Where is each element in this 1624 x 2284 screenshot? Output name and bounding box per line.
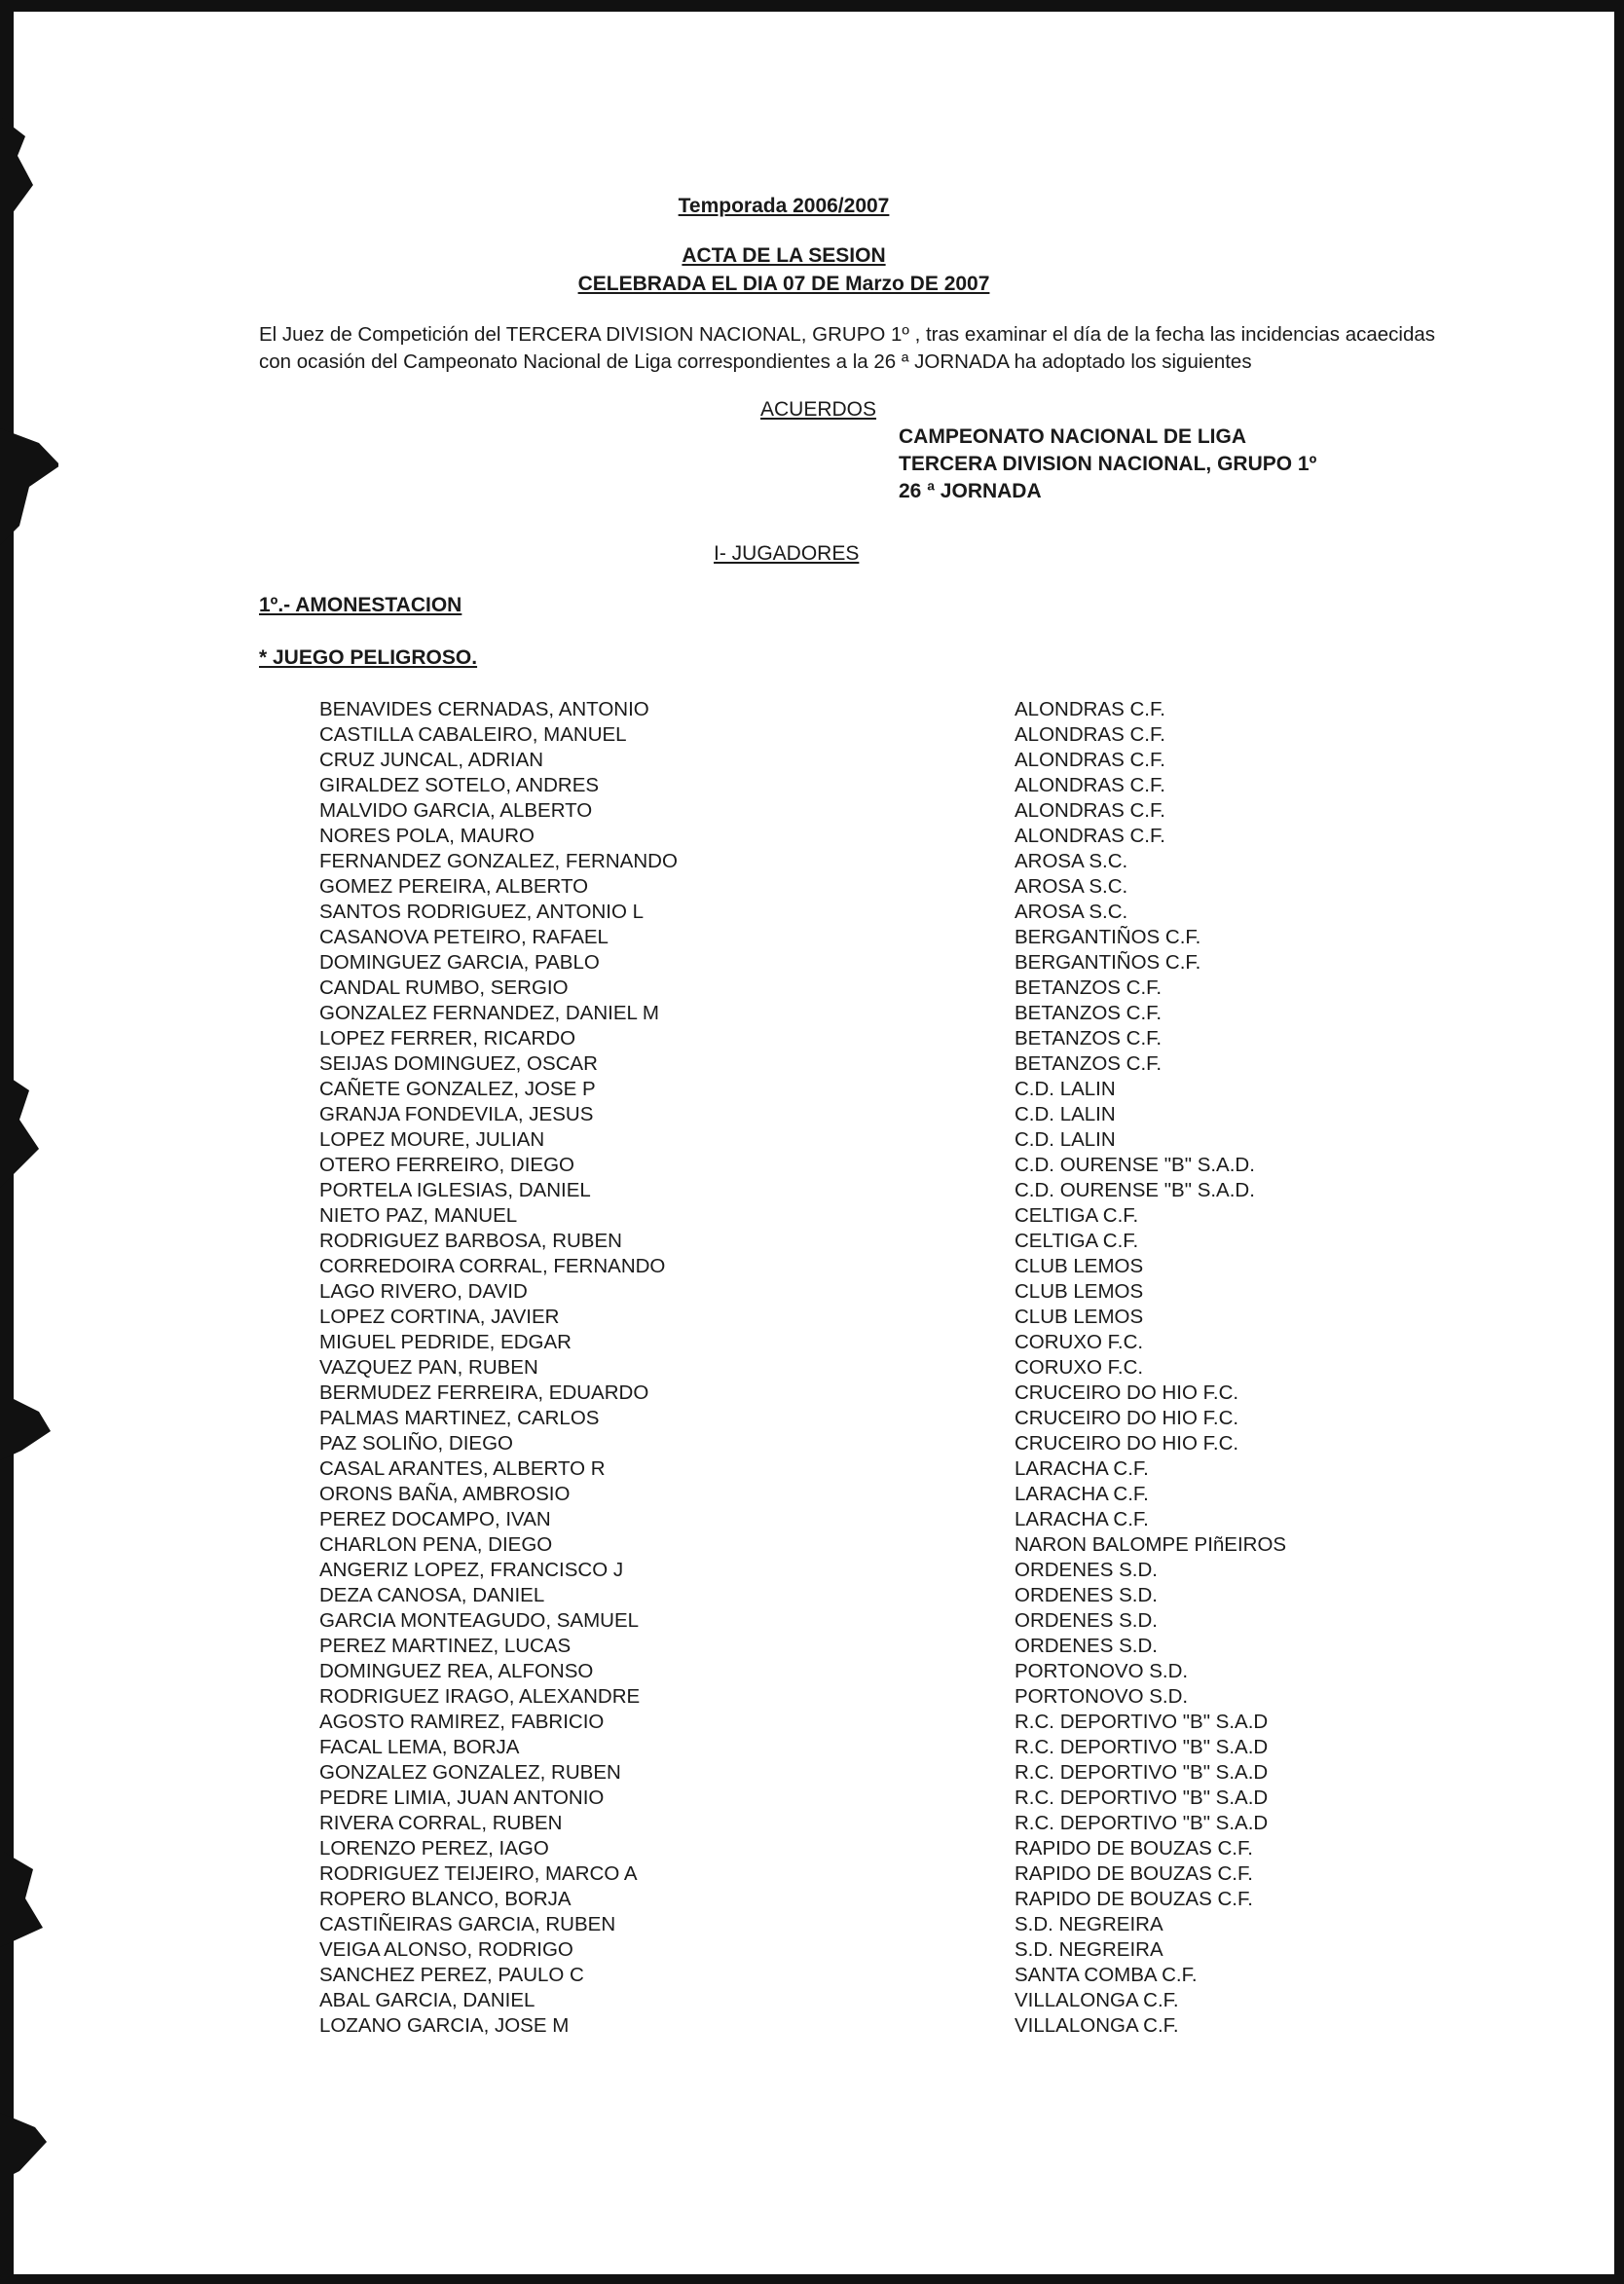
- player-row: [319, 2013, 1390, 2039]
- player-name: ORONS BAÑA, AMBROSIO: [319, 1483, 571, 1505]
- championship-division: TERCERA DIVISION NACIONAL, GRUPO 1º: [899, 453, 1317, 475]
- player-club: CRUCEIRO DO HIO F.C.: [1015, 1381, 1239, 1404]
- player-name: PEREZ DOCAMPO, IVAN: [319, 1508, 551, 1530]
- player-club: AROSA S.C.: [1015, 875, 1128, 898]
- player-name: CASAL ARANTES, ALBERTO R: [319, 1457, 606, 1480]
- player-club: ORDENES S.D.: [1015, 1584, 1158, 1606]
- player-club: ORDENES S.D.: [1015, 1609, 1158, 1632]
- player-row: [319, 1051, 1390, 1077]
- player-row: [319, 950, 1390, 976]
- player-club: ORDENES S.D.: [1015, 1559, 1158, 1581]
- player-club: ALONDRAS C.F.: [1015, 774, 1165, 796]
- player-row: [319, 1937, 1390, 1963]
- player-row: [319, 1102, 1390, 1127]
- player-club: ALONDRAS C.F.: [1015, 799, 1165, 822]
- player-name: CRUZ JUNCAL, ADRIAN: [319, 749, 544, 771]
- player-name: PAZ SOLIÑO, DIEGO: [319, 1432, 513, 1455]
- player-row: [319, 773, 1390, 798]
- player-club: VILLALONGA C.F.: [1015, 1989, 1179, 2011]
- player-club: LARACHA C.F.: [1015, 1457, 1149, 1480]
- player-name: GOMEZ PEREIRA, ALBERTO: [319, 875, 589, 898]
- player-club: RAPIDO DE BOUZAS C.F.: [1015, 1837, 1253, 1860]
- player-club: ALONDRAS C.F.: [1015, 749, 1165, 771]
- player-row: [319, 1001, 1390, 1026]
- player-row: [319, 900, 1390, 925]
- player-club: S.D. NEGREIRA: [1015, 1913, 1163, 1935]
- player-name: VEIGA ALONSO, RODRIGO: [319, 1938, 573, 1961]
- player-name: CASTIÑEIRAS GARCIA, RUBEN: [319, 1913, 616, 1935]
- player-club: BETANZOS C.F.: [1015, 976, 1163, 999]
- player-name: CAÑETE GONZALEZ, JOSE P: [319, 1078, 596, 1100]
- player-name: DEZA CANOSA, DANIEL: [319, 1584, 545, 1606]
- player-club: CRUCEIRO DO HIO F.C.: [1015, 1432, 1239, 1455]
- player-name: SANTOS RODRIGUEZ, ANTONIO L: [319, 901, 644, 923]
- player-row: [319, 1558, 1390, 1583]
- player-row: [319, 1026, 1390, 1051]
- player-row: [319, 697, 1390, 722]
- player-name: CASTILLA CABALEIRO, MANUEL: [319, 723, 627, 746]
- reason-heading: * JUEGO PELIGROSO.: [259, 646, 478, 669]
- player-club: SANTA COMBA C.F.: [1015, 1964, 1198, 1986]
- player-club: C.D. LALIN: [1015, 1103, 1116, 1125]
- intro-paragraph: El Juez de Competición del TERCERA DIVISION NACIONAL, GRUPO 1º , tras examinar el día de la fecha las incidencias acaecidas con ocasión del Campeonato Nacional de Liga correspondientes a la 26 ª JORNADA ha adoptado los siguientes: [259, 323, 1436, 373]
- player-name: SEIJAS DOMINGUEZ, OSCAR: [319, 1052, 598, 1075]
- player-name: GONZALEZ GONZALEZ, RUBEN: [319, 1761, 621, 1784]
- player-row: [319, 798, 1390, 824]
- player-club: PORTONOVO S.D.: [1015, 1685, 1189, 1708]
- players-list: [319, 697, 1390, 2039]
- player-club: R.C. DEPORTIVO "B" S.A.D: [1015, 1787, 1269, 1809]
- player-name: ABAL GARCIA, DANIEL: [319, 1989, 535, 2011]
- player-row: [319, 1153, 1390, 1178]
- player-club: BETANZOS C.F.: [1015, 1052, 1163, 1075]
- player-club: RAPIDO DE BOUZAS C.F.: [1015, 1888, 1253, 1910]
- player-row: [319, 1507, 1390, 1532]
- player-row: [319, 1482, 1390, 1507]
- player-name: CASANOVA PETEIRO, RAFAEL: [319, 926, 609, 948]
- player-row: [319, 1330, 1390, 1355]
- player-club: AROSA S.C.: [1015, 901, 1128, 923]
- player-row: [319, 1861, 1390, 1887]
- player-club: CELTIGA C.F.: [1015, 1230, 1139, 1252]
- player-row: [319, 1912, 1390, 1937]
- player-club: R.C. DEPORTIVO "B" S.A.D: [1015, 1711, 1269, 1733]
- player-name: RODRIGUEZ TEIJEIRO, MARCO A: [319, 1862, 638, 1885]
- player-row: [319, 1456, 1390, 1482]
- player-club: C.D. OURENSE "B" S.A.D.: [1015, 1154, 1255, 1176]
- player-club: CORUXO F.C.: [1015, 1331, 1144, 1353]
- player-name: LOZANO GARCIA, JOSE M: [319, 2014, 570, 2037]
- player-row: [319, 1355, 1390, 1381]
- player-name: DOMINGUEZ GARCIA, PABLO: [319, 951, 600, 974]
- player-club: C.D. OURENSE "B" S.A.D.: [1015, 1179, 1255, 1201]
- player-name: PORTELA IGLESIAS, DANIEL: [319, 1179, 591, 1201]
- player-row: [319, 1077, 1390, 1102]
- player-row: [319, 1634, 1390, 1659]
- player-name: SANCHEZ PEREZ, PAULO C: [319, 1964, 584, 1986]
- player-club: RAPIDO DE BOUZAS C.F.: [1015, 1862, 1253, 1885]
- player-row: [319, 1887, 1390, 1912]
- championship-round: 26 ª JORNADA: [899, 480, 1042, 502]
- player-name: GIRALDEZ SOTELO, ANDRES: [319, 774, 600, 796]
- player-row: [319, 874, 1390, 900]
- player-club: CLUB LEMOS: [1015, 1306, 1144, 1328]
- player-row: [319, 1279, 1390, 1305]
- player-row: [319, 1406, 1390, 1431]
- player-row: [319, 1203, 1390, 1229]
- player-row: [319, 1608, 1390, 1634]
- player-name: GARCIA MONTEAGUDO, SAMUEL: [319, 1609, 640, 1632]
- player-club: CLUB LEMOS: [1015, 1255, 1144, 1277]
- player-name: LOPEZ CORTINA, JAVIER: [319, 1306, 560, 1328]
- player-name: RODRIGUEZ IRAGO, ALEXANDRE: [319, 1685, 641, 1708]
- sanction-heading: 1º.- AMONESTACION: [259, 594, 462, 616]
- player-name: OTERO FERREIRO, DIEGO: [319, 1154, 574, 1176]
- player-club: R.C. DEPORTIVO "B" S.A.D: [1015, 1761, 1269, 1784]
- player-name: ROPERO BLANCO, BORJA: [319, 1888, 572, 1910]
- player-club: R.C. DEPORTIVO "B" S.A.D: [1015, 1812, 1269, 1834]
- player-row: [319, 1532, 1390, 1558]
- player-row: [319, 1305, 1390, 1330]
- player-name: NIETO PAZ, MANUEL: [319, 1204, 518, 1227]
- player-row: [319, 1178, 1390, 1203]
- player-club: BETANZOS C.F.: [1015, 1027, 1163, 1050]
- player-name: BERMUDEZ FERREIRA, EDUARDO: [319, 1381, 649, 1404]
- player-row: [319, 1811, 1390, 1836]
- player-name: NORES POLA, MAURO: [319, 825, 535, 847]
- player-name: PALMAS MARTINEZ, CARLOS: [319, 1407, 600, 1429]
- player-name: RIVERA CORRAL, RUBEN: [319, 1812, 563, 1834]
- player-club: S.D. NEGREIRA: [1015, 1938, 1163, 1961]
- player-row: [319, 748, 1390, 773]
- player-name: LORENZO PEREZ, IAGO: [319, 1837, 549, 1860]
- player-name: RODRIGUEZ BARBOSA, RUBEN: [319, 1230, 622, 1252]
- player-name: GRANJA FONDEVILA, JESUS: [319, 1103, 594, 1125]
- player-name: CHARLON PENA, DIEGO: [319, 1533, 553, 1556]
- player-name: ANGERIZ LOPEZ, FRANCISCO J: [319, 1559, 624, 1581]
- player-club: C.D. LALIN: [1015, 1078, 1116, 1100]
- player-club: BERGANTIÑOS C.F.: [1015, 926, 1201, 948]
- player-row: [319, 1710, 1390, 1735]
- player-row: [319, 1963, 1390, 1988]
- player-club: NARON BALOMPE PIñEIROS: [1015, 1533, 1287, 1556]
- player-club: ALONDRAS C.F.: [1015, 825, 1165, 847]
- player-name: FERNANDEZ GONZALEZ, FERNANDO: [319, 850, 678, 872]
- player-club: PORTONOVO S.D.: [1015, 1660, 1189, 1682]
- player-name: CANDAL RUMBO, SERGIO: [319, 976, 569, 999]
- player-name: GONZALEZ FERNANDEZ, DANIEL M: [319, 1002, 659, 1024]
- player-name: FACAL LEMA, BORJA: [319, 1736, 520, 1758]
- player-row: [319, 1760, 1390, 1786]
- player-name: AGOSTO RAMIREZ, FABRICIO: [319, 1711, 605, 1733]
- player-row: [319, 1381, 1390, 1406]
- section-heading: I- JUGADORES: [714, 542, 860, 565]
- player-club: ALONDRAS C.F.: [1015, 723, 1165, 746]
- player-row: [319, 925, 1390, 950]
- player-name: DOMINGUEZ REA, ALFONSO: [319, 1660, 594, 1682]
- championship-name: CAMPEONATO NACIONAL DE LIGA: [899, 425, 1247, 448]
- player-row: [319, 1659, 1390, 1684]
- player-club: CRUCEIRO DO HIO F.C.: [1015, 1407, 1239, 1429]
- player-row: [319, 1583, 1390, 1608]
- player-name: PEDRE LIMIA, JUAN ANTONIO: [319, 1787, 605, 1809]
- player-name: MIGUEL PEDRIDE, EDGAR: [319, 1331, 572, 1353]
- player-name: LOPEZ MOURE, JULIAN: [319, 1128, 545, 1151]
- player-row: [319, 1735, 1390, 1760]
- player-club: C.D. LALIN: [1015, 1128, 1116, 1151]
- player-club: VILLALONGA C.F.: [1015, 2014, 1179, 2037]
- player-name: PEREZ MARTINEZ, LUCAS: [319, 1635, 572, 1657]
- season-heading: Temporada 2006/2007: [678, 195, 890, 217]
- player-name: CORREDOIRA CORRAL, FERNANDO: [319, 1255, 666, 1277]
- acuerdos-heading: ACUERDOS: [760, 398, 877, 421]
- player-club: CLUB LEMOS: [1015, 1280, 1144, 1303]
- player-row: [319, 1836, 1390, 1861]
- player-row: [319, 1229, 1390, 1254]
- player-row: [319, 1988, 1390, 2013]
- session-date: CELEBRADA EL DIA 07 DE Marzo DE 2007: [577, 273, 990, 295]
- player-row: [319, 824, 1390, 849]
- player-row: [319, 722, 1390, 748]
- player-club: BETANZOS C.F.: [1015, 1002, 1163, 1024]
- player-club: CELTIGA C.F.: [1015, 1204, 1139, 1227]
- player-row: [319, 976, 1390, 1001]
- player-club: BERGANTIÑOS C.F.: [1015, 951, 1201, 974]
- player-row: [319, 849, 1390, 874]
- player-club: R.C. DEPORTIVO "B" S.A.D: [1015, 1736, 1269, 1758]
- player-club: CORUXO F.C.: [1015, 1356, 1144, 1379]
- player-club: AROSA S.C.: [1015, 850, 1128, 872]
- player-row: [319, 1127, 1390, 1153]
- player-row: [319, 1431, 1390, 1456]
- player-club: LARACHA C.F.: [1015, 1508, 1149, 1530]
- player-club: ORDENES S.D.: [1015, 1635, 1158, 1657]
- player-name: MALVIDO GARCIA, ALBERTO: [319, 799, 593, 822]
- player-club: LARACHA C.F.: [1015, 1483, 1149, 1505]
- acta-title: ACTA DE LA SESION: [682, 244, 886, 267]
- player-name: LAGO RIVERO, DAVID: [319, 1280, 528, 1303]
- player-name: LOPEZ FERRER, RICARDO: [319, 1027, 576, 1050]
- player-name: VAZQUEZ PAN, RUBEN: [319, 1356, 538, 1379]
- player-name: BENAVIDES CERNADAS, ANTONIO: [319, 698, 649, 720]
- player-club: ALONDRAS C.F.: [1015, 698, 1165, 720]
- player-row: [319, 1684, 1390, 1710]
- player-row: [319, 1786, 1390, 1811]
- player-row: [319, 1254, 1390, 1279]
